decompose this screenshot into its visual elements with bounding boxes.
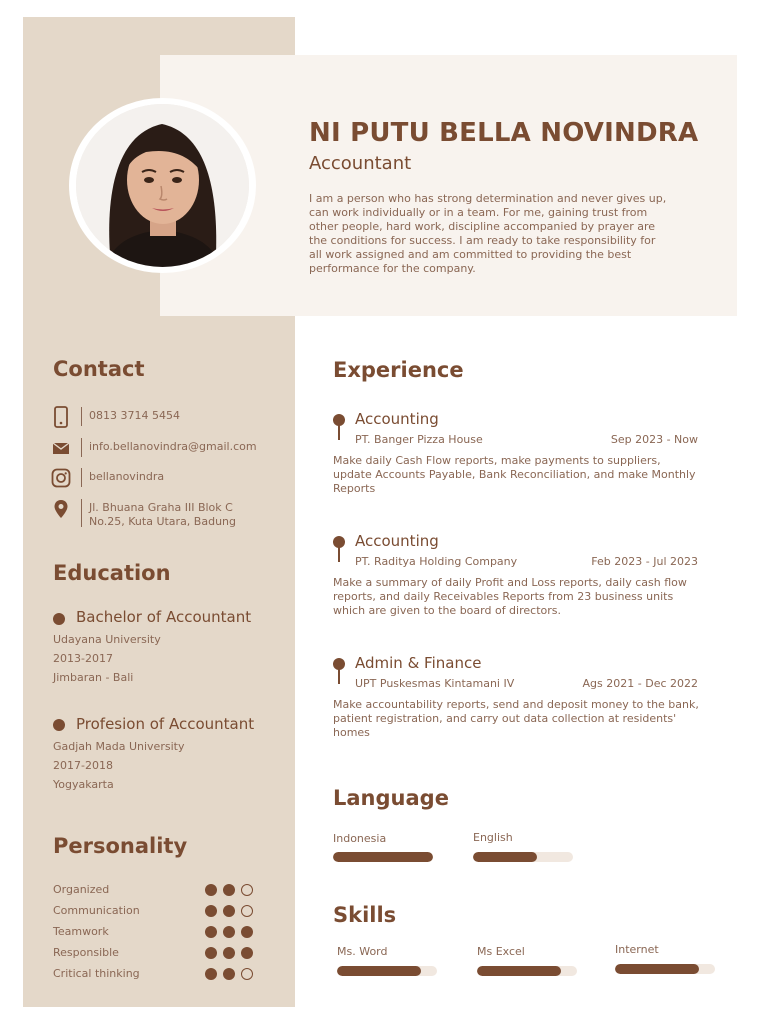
education-bullet xyxy=(53,719,65,731)
personality-label: Communication xyxy=(53,904,140,917)
language-label: English xyxy=(473,831,513,844)
job-company: PT. Banger Pizza House xyxy=(355,433,483,446)
education-years: 2013-2017 xyxy=(53,652,113,665)
skill-level-bar xyxy=(477,966,577,976)
instagram-icon xyxy=(51,467,71,489)
skill-level-bar xyxy=(615,964,715,974)
rating-dot xyxy=(241,968,253,980)
job-title: Accounting xyxy=(355,410,439,428)
job-company: PT. Raditya Holding Company xyxy=(355,555,518,568)
skill-level-bar xyxy=(337,966,437,976)
job-description: Make accountability reports, send and deposit money to the bank, patient registration, and carry out data collection at residents' homes xyxy=(333,698,699,739)
skill-level-fill xyxy=(615,964,699,974)
experience-heading: Experience xyxy=(333,358,464,382)
address-line-1: Jl. Bhuana Graha III Blok C xyxy=(89,501,233,514)
language-level-fill xyxy=(473,852,537,862)
education-bullet xyxy=(53,613,65,625)
timeline-pin-icon xyxy=(333,414,345,440)
candidate-role: Accountant xyxy=(309,153,412,174)
rating-dot xyxy=(205,968,217,980)
personality-label: Critical thinking xyxy=(53,967,140,980)
location-pin-icon xyxy=(51,498,71,520)
education-place: Jimbaran - Bali xyxy=(53,671,134,684)
mail-icon xyxy=(51,437,71,459)
rating-dot xyxy=(241,905,253,917)
contact-separator xyxy=(81,438,82,457)
skill-label: Ms Excel xyxy=(477,945,525,958)
education-years: 2017-2018 xyxy=(53,759,113,772)
language-level-bar xyxy=(333,852,433,862)
job-dates: Sep 2023 - Now xyxy=(610,433,698,446)
profile-photo xyxy=(76,104,249,267)
skill-label: Internet xyxy=(615,943,659,956)
rating-dot xyxy=(223,947,235,959)
rating-dot xyxy=(205,884,217,896)
personality-heading: Personality xyxy=(53,834,188,858)
skills-heading: Skills xyxy=(333,903,397,927)
personality-label: Responsible xyxy=(53,946,119,959)
contact-email xyxy=(51,437,281,459)
personality-label: Teamwork xyxy=(53,925,109,938)
profile-summary: I am a person who has strong determination and never gives up, can work individually or in a team. For me, gaining trust from other people, hard work, discipline accompanied by prayer are the conditions for success. I am ready to take responsibility for all work assigned and am committed to providing the best performance for the company. xyxy=(309,192,667,275)
job-title: Admin & Finance xyxy=(355,654,482,672)
email-text[interactable]: info.bellanovindra@gmail.com xyxy=(89,440,257,453)
contact-separator xyxy=(81,468,82,487)
rating-dot xyxy=(241,926,253,938)
rating-dot xyxy=(223,968,235,980)
job-dates: Feb 2023 - Jul 2023 xyxy=(591,555,698,568)
contact-separator xyxy=(81,407,82,426)
rating-dot xyxy=(205,947,217,959)
education-place: Yogyakarta xyxy=(53,778,114,791)
language-heading: Language xyxy=(333,786,449,810)
contact-separator xyxy=(81,499,82,527)
job-dates: Ags 2021 - Dec 2022 xyxy=(582,677,698,690)
contact-phone xyxy=(51,406,281,428)
rating-dot xyxy=(223,926,235,938)
rating-dot xyxy=(241,884,253,896)
education-heading: Education xyxy=(53,561,171,585)
rating-dot xyxy=(205,926,217,938)
language-level-bar xyxy=(473,852,573,862)
rating-dot xyxy=(241,947,253,959)
job-company: UPT Puskesmas Kintamani IV xyxy=(355,677,515,690)
rating-dot xyxy=(205,905,217,917)
education-degree: Bachelor of Accountant xyxy=(76,608,252,626)
education-degree: Profesion of Accountant xyxy=(76,715,255,733)
language-level-fill xyxy=(333,852,433,862)
personality-label: Organized xyxy=(53,883,110,896)
skill-label: Ms. Word xyxy=(337,945,388,958)
language-label: Indonesia xyxy=(333,832,387,845)
job-description: Make daily Cash Flow reports, make payments to suppliers, update Accounts Payable, Bank Reconciliation, and make Monthly Reports xyxy=(333,454,696,495)
rating-dot xyxy=(223,884,235,896)
instagram-text[interactable]: bellanovindra xyxy=(89,470,165,483)
address-line-2: No.25, Kuta Utara, Badung xyxy=(89,515,236,528)
contact-heading: Contact xyxy=(53,357,145,381)
timeline-pin-icon xyxy=(333,536,345,562)
rating-dot xyxy=(223,905,235,917)
education-school: Gadjah Mada University xyxy=(53,740,185,753)
skill-level-fill xyxy=(477,966,561,976)
job-title: Accounting xyxy=(355,532,439,550)
phone-text: 0813 3714 5454 xyxy=(89,409,180,422)
candidate-name: NI PUTU BELLA NOVINDRA xyxy=(309,118,699,148)
contact-address xyxy=(51,498,281,532)
timeline-pin-icon xyxy=(333,658,345,684)
contact-instagram xyxy=(51,467,281,489)
job-description: Make a summary of daily Profit and Loss reports, daily cash flow reports, and daily Receivables Reports from 23 business units which are given to the board of directors. xyxy=(333,576,687,617)
phone-icon xyxy=(51,406,71,428)
skill-level-fill xyxy=(337,966,421,976)
education-school: Udayana University xyxy=(53,633,161,646)
